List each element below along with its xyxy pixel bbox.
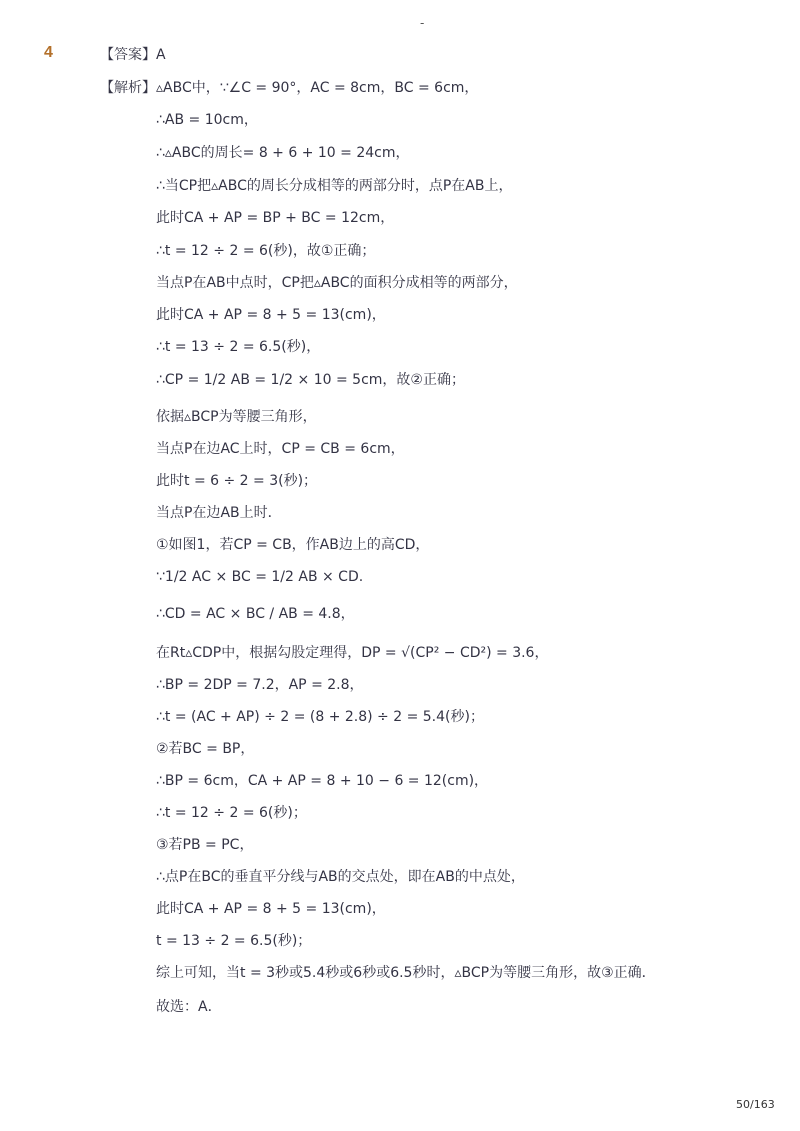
solution-line: 此时CA + AP = BP + BC = 12cm， xyxy=(156,210,395,226)
header-mark: - xyxy=(420,16,425,30)
solution-line: 此时t = 6 ÷ 2 = 3(秒)； xyxy=(156,473,318,489)
page-number: 50/163 xyxy=(736,1098,775,1111)
answer-line: 【答案】A xyxy=(100,47,166,63)
solution-line: 当点P在边AB上时． xyxy=(156,505,282,521)
solution-line: 此时CA + AP = 8 + 5 = 13(cm)， xyxy=(156,901,386,917)
solution-line: ∴CD = AC × BC / AB = 4.8， xyxy=(156,606,355,622)
solution-line: ∴BP = 6cm，CA + AP = 8 + 10 − 6 = 12(cm)， xyxy=(156,773,489,789)
solution-line: ∴当CP把▵ABC的周长分成相等的两部分时，点P在AB上， xyxy=(156,178,513,194)
solution-line: t = 13 ÷ 2 = 6.5(秒)； xyxy=(156,933,312,949)
solution-line: 当点P在边AC上时，CP = CB = 6cm， xyxy=(156,441,405,457)
solution-line: ∵1/2 AC × BC = 1/2 AB × CD. xyxy=(156,569,364,585)
solution-line: ∴t = 12 ÷ 2 = 6(秒)； xyxy=(156,805,307,821)
solution-line: 故选：A． xyxy=(156,999,222,1015)
solution-line: ②若BC = BP， xyxy=(156,741,255,757)
solution-line: ∴t = 13 ÷ 2 = 6.5(秒)， xyxy=(156,339,321,355)
solution-line: 当点P在AB中点时，CP把▵ABC的面积分成相等的两部分， xyxy=(156,275,518,291)
solution-line: 【解析】▵ABC中，∵∠C = 90°，AC = 8cm，BC = 6cm， xyxy=(100,80,479,96)
solution-line: ∴t = 12 ÷ 2 = 6(秒)，故①正确； xyxy=(156,243,376,259)
solution-line: ∴BP = 2DP = 7.2，AP = 2.8， xyxy=(156,677,364,693)
question-number: 4 xyxy=(44,44,53,61)
solution-line: ∴▵ABC的周长= 8 + 6 + 10 = 24cm， xyxy=(156,145,410,161)
solution-line: ∴t = (AC + AP) ÷ 2 = (8 + 2.8) ÷ 2 = 5.4(秒)； xyxy=(156,709,484,725)
solution-line: 综上可知，当t = 3秒或5.4秒或6秒或6.5秒时，▵BCP为等腰三角形，故③正确． xyxy=(156,965,656,981)
solution-line: ∴CP = 1/2 AB = 1/2 × 10 = 5cm，故②正确； xyxy=(156,372,465,388)
solution-line: ③若PB = PC， xyxy=(156,837,254,853)
solution-line: 此时CA + AP = 8 + 5 = 13(cm)， xyxy=(156,307,386,323)
solution-line: 在Rt▵CDP中，根据勾股定理得，DP = √(CP² − CD²) = 3.6， xyxy=(156,645,549,661)
solution-line: ①如图1，若CP = CB，作AB边上的高CD， xyxy=(156,537,430,553)
solution-line: ∴AB = 10cm， xyxy=(156,112,258,128)
solution-line: ∴点P在BC的垂直平分线与AB的交点处，即在AB的中点处， xyxy=(156,869,525,885)
solution-line: 依据▵BCP为等腰三角形， xyxy=(156,409,317,425)
